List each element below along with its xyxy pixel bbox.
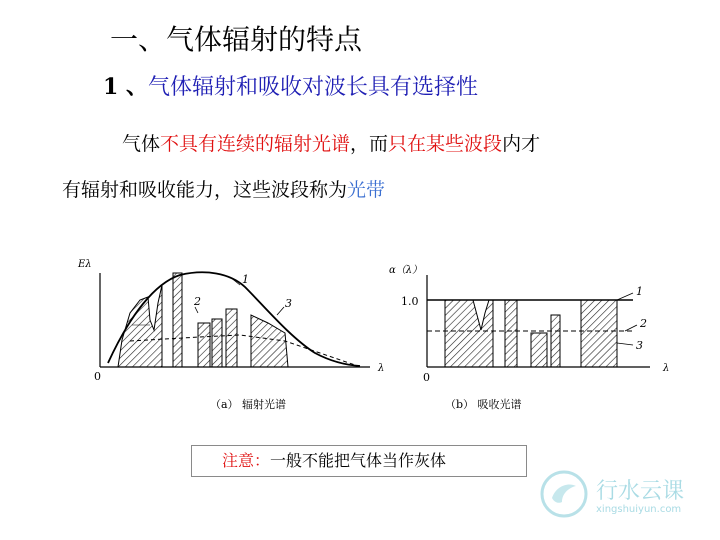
para-highlight-light-band: 光带: [347, 179, 386, 201]
para-text: 内才: [502, 133, 541, 155]
watermark-logo: [538, 468, 713, 520]
note-box: [191, 445, 527, 477]
origin-label: 0: [94, 370, 101, 383]
para-text: 气体: [122, 133, 161, 155]
curve-label-3: 3: [285, 297, 292, 310]
watermark-brand: 行水云课: [596, 479, 685, 504]
section-number: 1 、: [103, 74, 148, 100]
tick-label-1: 1.0: [401, 295, 419, 308]
y-axis-label: α（λ）: [389, 265, 423, 276]
y-axis-label: Eλ: [78, 259, 92, 270]
section-title: 气体辐射和吸收对波长具有选择性: [147, 75, 478, 100]
absorption-spectrum-figure: [385, 255, 690, 420]
origin-label: 0: [423, 371, 430, 384]
blackbody-dashed-curve: [130, 335, 355, 365]
note-text: 一般不能把气体当作灰体: [270, 451, 447, 470]
section-heading: [103, 70, 478, 101]
water-drop-icon: [542, 472, 586, 516]
paragraph-line-2: [62, 175, 385, 202]
para-text: ，而: [350, 133, 389, 155]
absorption-bands: [445, 300, 617, 367]
paragraph-line-1: [122, 129, 540, 156]
curve-label-1: 1: [636, 285, 643, 298]
para-highlight-bands: 只在某些波段: [388, 133, 503, 155]
x-axis-label: λ: [378, 363, 385, 374]
para-text: 有辐射和吸收能力，这些波段称为: [62, 179, 348, 201]
watermark-url: xingshuiyun.com: [596, 504, 682, 515]
x-axis-label: λ: [663, 363, 670, 374]
note-label: 注意：: [222, 451, 271, 470]
figure-a-caption: （a） 辐射光谱: [210, 398, 287, 411]
emission-bands: [118, 273, 288, 367]
curve-label-2: 2: [194, 295, 201, 308]
curve-label-2: 2: [640, 317, 647, 330]
emission-spectrum-figure: [70, 245, 390, 420]
page-title: 一、气体辐射的特点: [110, 23, 363, 56]
curve-label-1: 1: [242, 273, 249, 286]
curve-label-3: 3: [636, 339, 643, 352]
para-highlight-continuous: 不具有连续的辐射光谱: [160, 133, 351, 155]
figure-b-caption: （b） 吸收光谱: [445, 398, 522, 411]
